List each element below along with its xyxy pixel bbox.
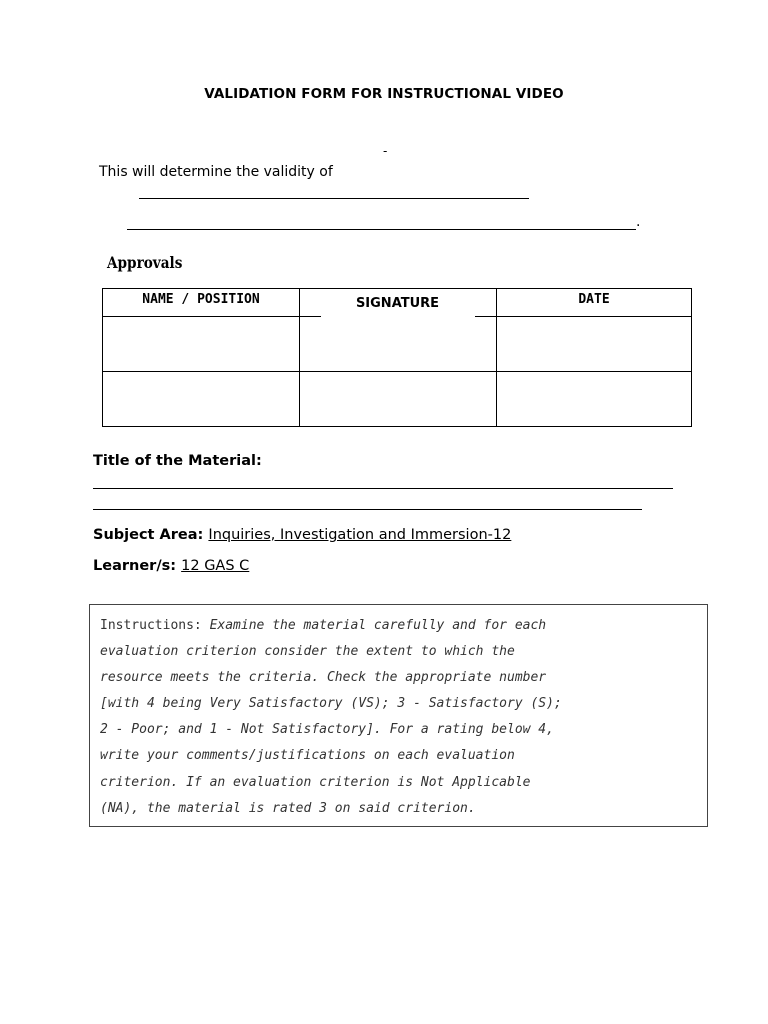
- approvals-heading: Approvals: [107, 253, 183, 272]
- dash-mark: -: [383, 144, 388, 158]
- approvals-table: [102, 288, 692, 427]
- instructions-label: Instructions:: [100, 618, 202, 633]
- instructions-box: [89, 604, 708, 827]
- subject-area-label: Subject Area:: [93, 527, 204, 543]
- instructions-line: criterion. If an evaluation criterion is Not Applicable: [100, 774, 531, 790]
- column-header-name-position: NAME / POSITION: [142, 292, 260, 307]
- instructions-line: [with 4 being Very Satisfactory (VS); 3 - Satisfactory (S);: [100, 696, 562, 712]
- validity-blank-line-1[interactable]: [139, 198, 529, 199]
- instructions-line: [100, 613, 697, 639]
- column-header-signature: SIGNATURE: [355, 296, 440, 311]
- subject-area-row: [93, 524, 511, 543]
- instructions-line: write your comments/justifications on each evaluation: [100, 748, 515, 764]
- instructions-line-text: Examine the material carefully and for each: [201, 618, 547, 633]
- material-title-line-1[interactable]: [93, 488, 673, 489]
- learners-value: 12 GAS C: [181, 558, 250, 574]
- column-header-date: DATE: [578, 292, 610, 307]
- instructions-line: evaluation criterion consider the extent to which the: [100, 644, 515, 660]
- validity-blank-line-2[interactable]: [127, 229, 636, 230]
- material-title-label: Title of the Material:: [93, 453, 262, 469]
- table-cell-name-1[interactable]: [103, 317, 299, 371]
- subject-area-value: Inquiries, Investigation and Immersion-12: [208, 527, 512, 543]
- instructions-line: 2 - Poor; and 1 - Not Satisfactory]. For a rating below 4,: [100, 722, 554, 738]
- table-cell-signature-2[interactable]: [300, 372, 496, 426]
- instructions-line: (NA), the material is rated 3 on said criterion.: [100, 800, 476, 816]
- learners-label: Learner/s:: [93, 558, 177, 574]
- table-cell-signature-1[interactable]: [300, 317, 496, 371]
- validity-text: This will determine the validity of: [99, 164, 333, 180]
- instructions-line: resource meets the criteria. Check the appropriate number: [100, 670, 547, 686]
- validity-period: .: [636, 214, 641, 230]
- table-cell-date-1[interactable]: [497, 317, 692, 371]
- table-cell-date-2[interactable]: [497, 372, 692, 426]
- table-cell-name-2[interactable]: [103, 372, 299, 426]
- learners-row: [93, 555, 249, 574]
- document-title: VALIDATION FORM FOR INSTRUCTIONAL VIDEO: [204, 86, 564, 102]
- material-title-line-2[interactable]: [93, 509, 642, 510]
